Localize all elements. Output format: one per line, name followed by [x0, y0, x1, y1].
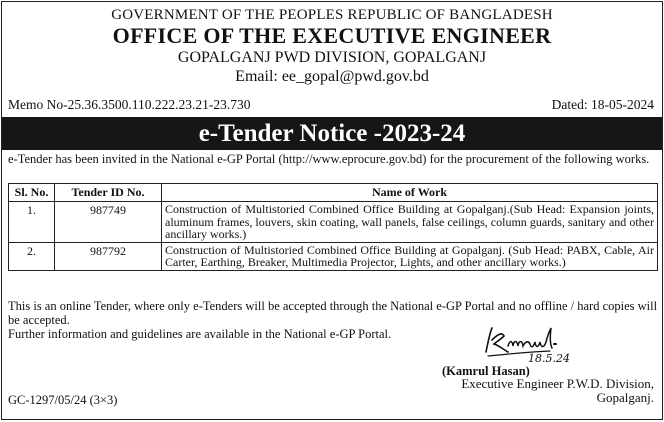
svg-text:18.5.24: 18.5.24	[528, 352, 570, 364]
row-sl-no: 1.	[9, 202, 55, 243]
signatory-name: (Kamrul Hasan)	[442, 364, 530, 378]
handwritten-signature	[478, 322, 588, 364]
further-info-note: Further information and guidelines are available in the National e-GP Portal.	[8, 327, 392, 341]
header-tender-id: Tender ID No.	[55, 184, 162, 202]
table-row	[9, 202, 658, 243]
row-name-of-work: Construction of Multistoried Combined Office Building at Gopalganj.(Sub Head: Expansion joints, aluminum frames, louvers, skin coating, wall panels, false ceilings, column guards, sanitary and other ancillary works.)	[162, 202, 658, 243]
row-name-of-work: Construction of Multistoried Combined Office Building at Gopalganj. (Sub Head: PABX, Cable, Air Carter, Earthing, Breaker, Multimedia Projector, Lights, and other ancillary works.)	[162, 242, 658, 270]
header-sl-no: Sl. No.	[9, 184, 55, 202]
table-row	[9, 242, 658, 270]
notice-banner-title: e-Tender Notice -2023-24	[2, 117, 662, 150]
gc-reference: GC-1297/05/24 (3×3)	[8, 393, 118, 407]
tender-notice-page	[1, 1, 663, 420]
government-heading: GOVERNMENT OF THE PEOPLES REPUBLIC OF BANGLADESH	[111, 7, 553, 23]
designation-line-1: Executive Engineer P.W.D. Division,	[461, 376, 654, 391]
email-line: Email: ee_gopal@pwd.gov.bd	[235, 68, 429, 85]
signatory-designation	[414, 377, 654, 405]
online-tender-note: This is an online Tender, where only e-Tenders will be accepted through the National e-GP Portal and no offline / hard copies will be accepted.	[8, 299, 658, 327]
row-tender-id: 987792	[55, 242, 162, 270]
memo-number: Memo No-25.36.3500.110.222.23.21-23.730	[8, 97, 251, 112]
designation-line-2: Gopalganj.	[596, 390, 654, 405]
dated: Dated: 18-05-2024	[551, 97, 654, 112]
row-tender-id: 987749	[55, 202, 162, 243]
header-name-of-work: Name of Work	[162, 184, 658, 202]
table-header-row	[9, 184, 658, 202]
division-heading: GOPALGANJ PWD DIVISION, GOPALGANJ	[177, 49, 487, 66]
row-sl-no: 2.	[9, 242, 55, 270]
intro-paragraph: e-Tender has been invited in the National e-GP Portal (http://www.eprocure.gov.bd) for the procurement of the following works.	[8, 152, 650, 166]
works-table	[8, 183, 658, 271]
office-heading: OFFICE OF THE EXECUTIVE ENGINEER	[112, 23, 552, 48]
